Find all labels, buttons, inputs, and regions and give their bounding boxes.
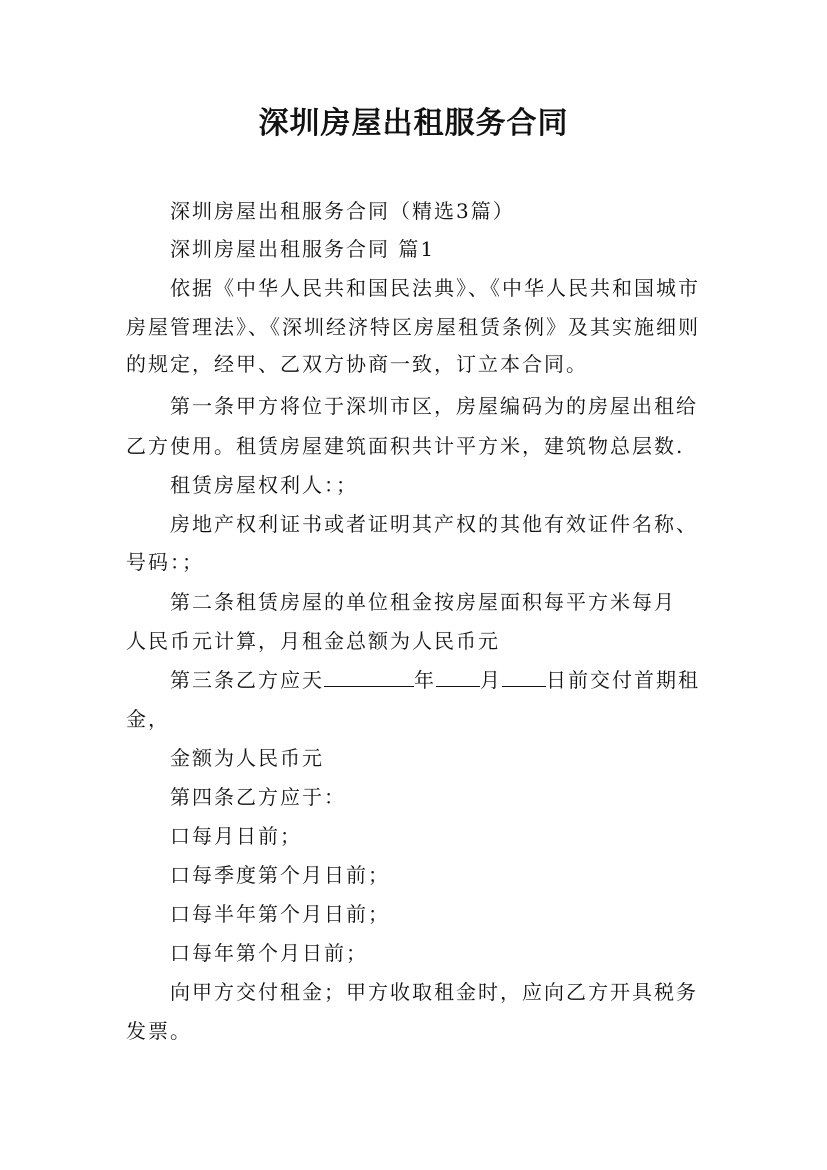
- paragraph-line: 租赁房屋权利人：；: [170, 473, 358, 497]
- fill-in-blank-month: [502, 666, 546, 687]
- paragraph-line: 第四条乙方应于：: [170, 785, 346, 809]
- paragraph-line: 依据《中华人民共和国民法典》、《中华人民共和国城市: [170, 276, 700, 300]
- paragraph-line: 发票。: [126, 1019, 192, 1043]
- paragraph-line: 人民币元计算，月租金总额为人民币元: [126, 629, 500, 653]
- paragraph-line: 房屋管理法》、《深圳经济特区房屋租赁条例》及其实施细则: [126, 315, 700, 339]
- paragraph-text: 年: [414, 668, 436, 692]
- paragraph-text: 日前交付首期租: [546, 668, 700, 692]
- document-title: 深圳房屋出租服务合同: [258, 106, 569, 141]
- paragraph-line: 向甲方交付租金；甲方收取租金时，应向乙方开具税务: [170, 980, 698, 1004]
- paragraph-line: 乙方使用。租赁房屋建筑面积共计平方米，建筑物总层数.: [126, 434, 685, 458]
- paragraph-line: 金额为人民币元: [170, 746, 324, 770]
- paragraph-line: 第一条甲方将位于深圳市区，房屋编码为的房屋出租给: [170, 394, 698, 418]
- subtitle: 深圳房屋出租服务合同（精选3篇）: [170, 199, 515, 223]
- paragraph-line-with-blanks: [170, 666, 700, 694]
- paragraph-line: 金，: [126, 707, 170, 731]
- paragraph-text: 第三条乙方应天: [170, 668, 324, 692]
- paragraph-text: 月: [480, 668, 502, 692]
- option-line: 口每年第个月日前；: [170, 941, 368, 965]
- option-line: 口每季度第个月日前；: [170, 863, 390, 887]
- fill-in-blank-year: [436, 666, 480, 687]
- paragraph-line: 的规定，经甲、乙双方协商一致，订立本合同。: [126, 352, 588, 376]
- option-line: 口每半年第个月日前；: [170, 902, 390, 926]
- section-heading: 深圳房屋出租服务合同 篇1: [170, 237, 436, 261]
- paragraph-line: 房地产权利证书或者证明其产权的其他有效证件名称、: [170, 512, 698, 536]
- paragraph-line: 第二条租赁房屋的单位租金按房屋面积每平方米每月: [170, 590, 676, 614]
- fill-in-blank-days: [324, 666, 414, 687]
- option-line: 口每月日前；: [170, 824, 302, 848]
- paragraph-line: 号码：；: [126, 550, 204, 574]
